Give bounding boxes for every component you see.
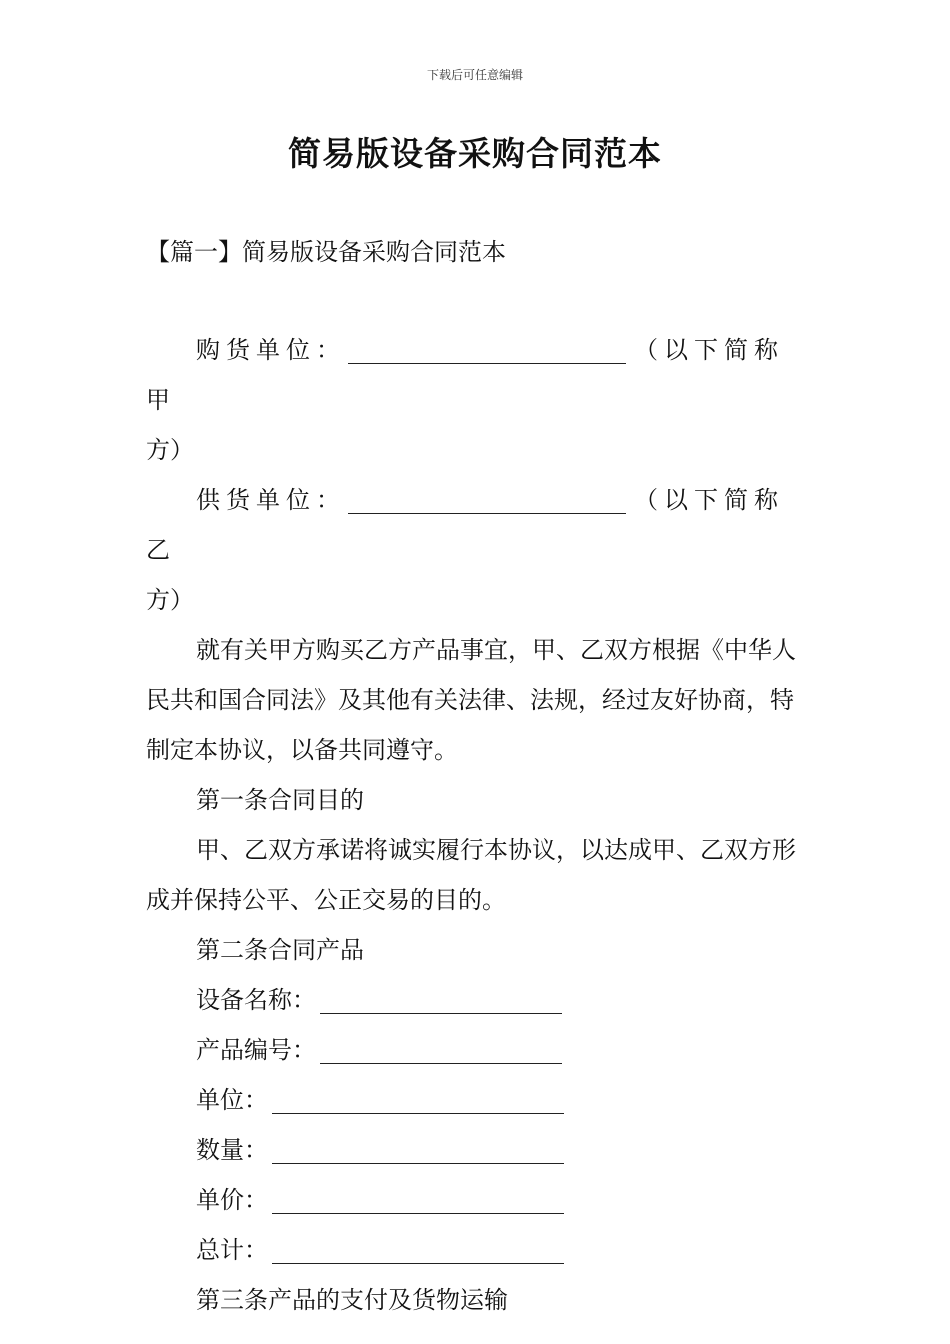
buyer-blank: [348, 333, 626, 364]
supplier-blank: [348, 483, 626, 514]
field-unit-price: [146, 1175, 806, 1225]
field-blank: [272, 1133, 564, 1164]
field-label: 单位：: [196, 1086, 268, 1114]
header-note: 下载后可任意编辑: [426, 68, 523, 82]
article2-heading: 第二条合同产品: [196, 936, 364, 964]
field-label: 单价：: [196, 1186, 268, 1214]
field-label: 数量：: [196, 1136, 268, 1164]
section-heading: 【篇一】简易版设备采购合同范本: [146, 238, 506, 266]
buyer-wrap: 方）: [146, 436, 194, 464]
supplier-line: [146, 475, 806, 575]
field-blank: [272, 1183, 564, 1214]
field-quantity: [146, 1125, 806, 1175]
field-unit: [146, 1075, 806, 1125]
document-body: [146, 325, 806, 1325]
supplier-label: 供货单位：: [196, 486, 346, 514]
intro-paragraph: 就有关甲方购买乙方产品事宜，甲、乙双方根据《中华人民共和国合同法》及其他有关法律、法规，经过友好协商，特制定本协议，以备共同遵守。: [146, 636, 796, 764]
article1-text: 甲、乙双方承诺将诚实履行本协议，以达成甲、乙双方形成并保持公平、公正交易的目的。: [146, 836, 796, 914]
article1-heading: 第一条合同目的: [196, 786, 364, 814]
field-equipment-name: [146, 975, 806, 1025]
field-blank: [320, 983, 562, 1014]
field-blank: [320, 1033, 562, 1064]
document-title: 简易版设备采购合同范本: [288, 134, 662, 173]
field-label: 总计：: [196, 1236, 268, 1264]
field-label: 产品编号：: [196, 1036, 316, 1064]
field-label: 设备名称：: [196, 986, 316, 1014]
field-blank: [272, 1233, 564, 1264]
field-total: [146, 1225, 806, 1275]
field-blank: [272, 1083, 564, 1114]
article3-heading: 第三条产品的支付及货物运输: [196, 1286, 508, 1314]
supplier-suffix: （以下简称乙: [146, 486, 784, 564]
buyer-label: 购货单位：: [196, 336, 346, 364]
field-product-code: [146, 1025, 806, 1075]
supplier-wrap: 方）: [146, 586, 194, 614]
buyer-suffix: （以下简称甲: [146, 336, 784, 414]
buyer-line: [146, 325, 806, 425]
